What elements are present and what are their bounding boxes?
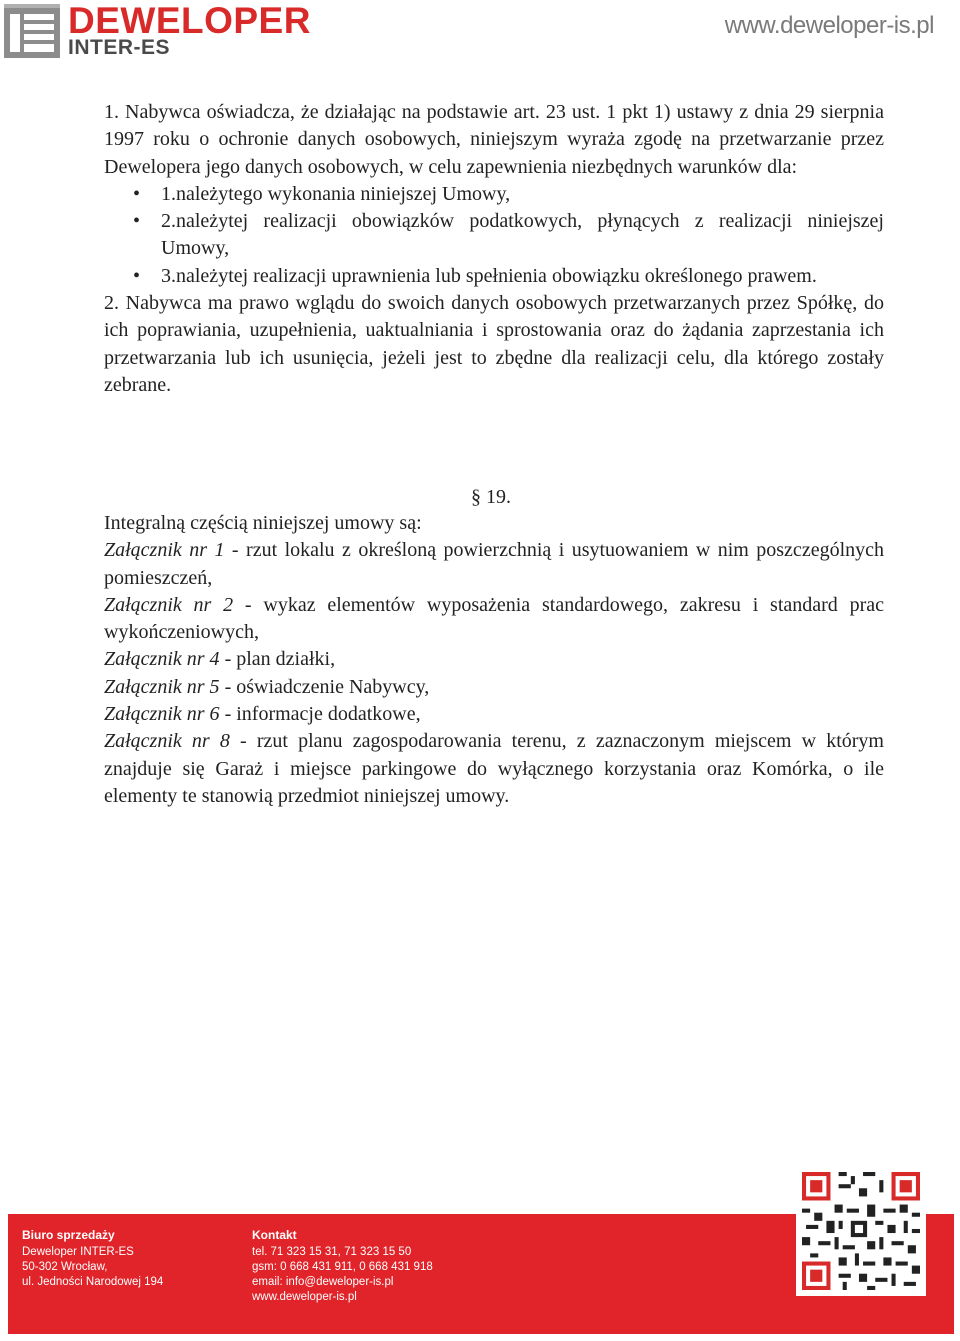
- annex-item: [104, 674, 884, 701]
- building-logo-icon: [4, 4, 60, 58]
- list-item: • 1.należytego wykonania niniejszej Umowy,: [161, 181, 884, 208]
- annex-item: [104, 537, 884, 592]
- annex-label: Załącznik nr 6: [104, 703, 220, 726]
- annex-text: - rzut lokalu z określoną powierzchnią i usytuowaniem w nim poszczególnych pomieszczeń,: [104, 539, 885, 589]
- annex-text: - wykaz elementów wyposażenia standardowego, zakresu i standard prac wykończeniowych,: [104, 593, 885, 644]
- annex-text: - informacje dodatkowe,: [219, 703, 421, 726]
- contact-title: Kontakt: [252, 1228, 297, 1242]
- annex-text: - oświadczenie Nabywcy,: [219, 675, 430, 698]
- section-18-content: [104, 99, 884, 399]
- contact-gsm: gsm: 0 668 431 911, 0 668 431 918: [252, 1261, 433, 1273]
- contact-email[interactable]: email: info@deweloper-is.pl: [252, 1276, 394, 1288]
- office-line: ul. Jedności Narodowej 194: [22, 1276, 164, 1288]
- header-url[interactable]: www.deweloper-is.pl: [724, 12, 934, 39]
- sales-office-title: Biuro sprzedaży: [22, 1228, 115, 1242]
- section-19-content: [104, 510, 884, 810]
- page-header: [0, 0, 960, 70]
- contact-phone: tel. 71 323 15 31, 71 323 15 50: [252, 1246, 412, 1258]
- section-19-heading: § 19.: [471, 486, 511, 508]
- office-line: Deweloper INTER-ES: [22, 1246, 134, 1258]
- annex-text: - rzut planu zagospodarowania terenu, z zaznaczonym miejscem w którym znajduje się Garaż i miejsce parkingowe do wyłącznego korzystania oraz Komórka, o ile elementy te stanowią przedmiot niniejszej umowy.: [104, 730, 884, 807]
- paragraph-point-2: 2. Nabywca ma prawo wglądu do swoich danych osobowych przetwarzanych przez Spółkę, do ich poprawiania, uzupełnienia, uaktualniania i sprostowania oraz do żądania zaprzestania ich przetwarzania lub ich usunięcia, jeżeli jest to zbędne dla realizacji celu, dla którego zostały zebrane.: [104, 292, 884, 396]
- office-line: 50-302 Wrocław,: [22, 1261, 108, 1273]
- annex-label: Załącznik nr 5: [104, 675, 220, 698]
- annex-text: - plan działki,: [219, 648, 336, 671]
- annex-label: Załącznik nr 8: [104, 730, 230, 753]
- annex-item: [104, 728, 884, 810]
- sales-office-block: [22, 1228, 163, 1290]
- annex-label: Załącznik nr 2: [104, 593, 234, 616]
- list-item: • 3.należytej realizacji uprawnienia lub spełnienia obowiązku określonego prawem.: [161, 263, 884, 290]
- qr-code-graphic: [802, 1172, 920, 1290]
- purpose-list: [104, 181, 884, 290]
- annex-item: [104, 592, 884, 647]
- paragraph-point-1: 1. Nabywca oświadcza, że działając na podstawie art. 23 ust. 1 pkt 1) ustawy z dnia 29 sierpnia 1997 roku o ochronie danych osobowych, niniejszym wyraża zgodę na przetwarzanie przez Dewelopera jego danych osobowych, w celu zapewnienia niezbędnych warunków dla:: [104, 101, 884, 178]
- annex-label: Załącznik nr 1: [104, 539, 225, 562]
- annex-label: Załącznik nr 4: [104, 648, 220, 671]
- company-logo: [4, 2, 314, 62]
- qr-code-icon: [796, 1166, 926, 1296]
- contact-block: [252, 1228, 433, 1305]
- contact-website[interactable]: www.deweloper-is.pl: [252, 1291, 357, 1303]
- annex-intro: Integralną częścią niniejszej umowy są:: [104, 512, 422, 534]
- list-item: • 2.należytej realizacji obowiązków podatkowych, płynących z realizacji niniejszej Umowy,: [161, 208, 884, 263]
- logo-title: DEWELOPER: [68, 0, 311, 41]
- annex-item: [104, 646, 884, 673]
- logo-subtitle: INTER-ES: [68, 36, 171, 59]
- annex-item: [104, 701, 884, 728]
